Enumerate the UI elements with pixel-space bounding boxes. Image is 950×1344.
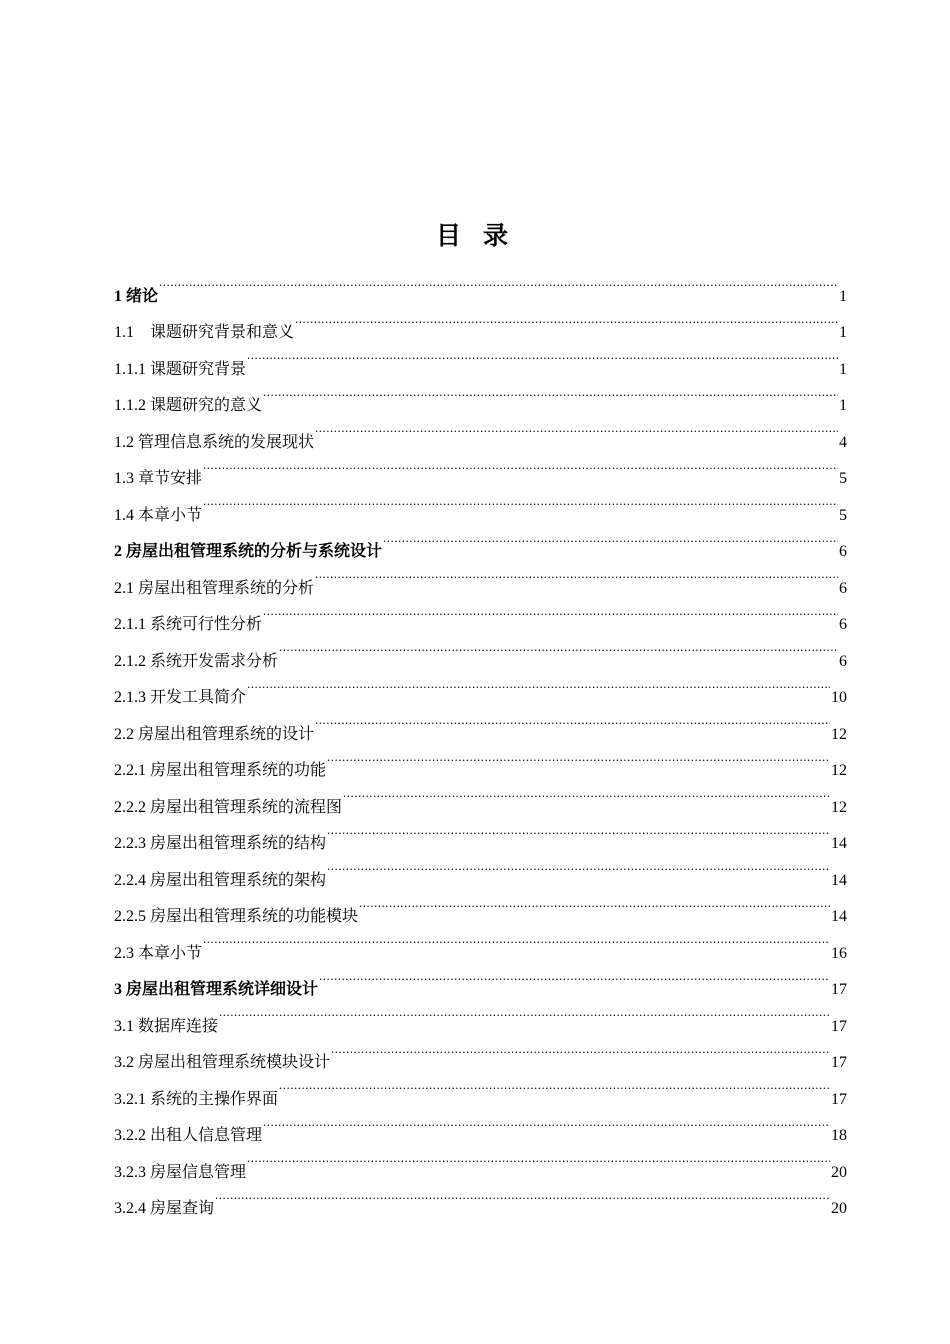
toc-dot-leader [247, 1140, 830, 1177]
toc-entry-page-number: 6 [839, 616, 847, 633]
toc-dot-leader [203, 447, 838, 484]
toc-entry-label: 3.2.4 房屋查询 [114, 1200, 215, 1217]
toc-entry[interactable] [114, 958, 847, 998]
toc-dot-leader [159, 264, 838, 301]
toc-dot-leader [215, 1177, 830, 1214]
toc-dot-leader [203, 921, 830, 958]
toc-dot-leader [343, 775, 830, 812]
toc-entry-label: 2.2.5 房屋出租管理系统的功能模块 [114, 908, 359, 925]
toc-entry-label: 2.1 房屋出租管理系统的分析 [114, 579, 315, 597]
toc-dot-leader [279, 629, 838, 666]
toc-dot-leader [279, 1067, 830, 1104]
toc-entry-label: 2.1.3 开发工具简介 [114, 689, 247, 706]
toc-entry[interactable] [114, 447, 847, 487]
toc-entry-label: 2.2 房屋出租管理系统的设计 [114, 725, 315, 743]
toc-dot-leader [263, 1104, 830, 1141]
toc-entry-label: 1.1 课题研究背景和意义 [114, 324, 295, 341]
toc-entry-page-number: 1 [839, 360, 847, 378]
toc-entry-label: 2.2.1 房屋出租管理系统的功能 [114, 762, 327, 779]
toc-entry-page-number: 6 [839, 652, 847, 670]
toc-entry-page-number: 4 [839, 433, 847, 451]
toc-dot-leader [315, 410, 838, 447]
toc-dot-leader [319, 958, 830, 995]
toc-entry-page-number: 14 [831, 908, 847, 925]
toc-dot-leader [315, 556, 838, 593]
toc-entry-page-number: 1 [839, 287, 847, 305]
toc-dot-leader [331, 1031, 830, 1068]
toc-entry-label: 2.2.3 房屋出租管理系统的结构 [114, 835, 327, 852]
toc-entry-page-number: 14 [831, 871, 847, 889]
toc-entry-label: 3.1 数据库连接 [114, 1017, 219, 1035]
toc-entry[interactable] [114, 994, 847, 1035]
toc-entry-page-number: 1 [839, 397, 847, 414]
toc-entry-page-number: 6 [839, 543, 847, 560]
toc-entry-page-number: 17 [831, 981, 847, 998]
toc-entry-label: 3.2.2 出租人信息管理 [114, 1127, 263, 1144]
toc-entry-label: 2.2.2 房屋出租管理系统的流程图 [114, 798, 343, 816]
toc-entry-page-number: 12 [831, 762, 847, 779]
toc-entry-label: 2 房屋出租管理系统的分析与系统设计 [114, 543, 383, 560]
toc-entry[interactable] [114, 520, 847, 560]
toc-entry-label: 1.4 本章小节 [114, 506, 203, 524]
toc-dot-leader [295, 301, 838, 338]
toc-entry-label: 3.2 房屋出租管理系统模块设计 [114, 1054, 331, 1071]
toc-entry-label: 1.1.1 课题研究背景 [114, 360, 247, 378]
toc-dot-leader [203, 483, 838, 520]
toc-entry-page-number: 14 [831, 835, 847, 852]
toc-entry-page-number: 16 [831, 944, 847, 962]
toc-entry-label: 2.3 本章小节 [114, 944, 203, 962]
toc-dot-leader [327, 812, 830, 849]
toc-entry-label: 2.1.2 系统开发需求分析 [114, 652, 279, 670]
toc-entry-page-number: 17 [831, 1017, 847, 1035]
toc-entry-page-number: 12 [831, 798, 847, 816]
toc-entry-label: 1.3 章节安排 [114, 470, 203, 487]
toc-dot-leader [247, 666, 830, 703]
toc-entry[interactable] [114, 1177, 847, 1217]
toc-entry-page-number: 17 [831, 1090, 847, 1108]
toc-entry[interactable] [114, 483, 847, 524]
toc-entry-page-number: 20 [831, 1200, 847, 1217]
toc-entry[interactable] [114, 921, 847, 962]
toc-entry-label: 3.2.1 系统的主操作界面 [114, 1090, 279, 1108]
toc-entry-page-number: 10 [831, 689, 847, 706]
toc-entry-page-number: 5 [839, 506, 847, 524]
toc-title: 目录 [435, 221, 530, 250]
toc-entry-label: 3.2.3 房屋信息管理 [114, 1163, 247, 1181]
toc-dot-leader [219, 994, 830, 1031]
toc-dot-leader [383, 520, 838, 557]
toc-entry-label: 1.1.2 课题研究的意义 [114, 397, 263, 414]
toc-entry[interactable] [114, 301, 847, 341]
toc-entry-label: 1 绪论 [114, 287, 159, 305]
toc-entry-page-number: 5 [839, 470, 847, 487]
toc-entry-page-number: 18 [831, 1127, 847, 1144]
toc-entry[interactable] [114, 264, 847, 305]
toc-dot-leader [327, 848, 830, 885]
toc-dot-leader [263, 593, 838, 630]
toc-entry-page-number: 17 [831, 1054, 847, 1071]
toc-dot-leader [327, 739, 830, 776]
toc-list [114, 264, 847, 1217]
toc-entry-page-number: 1 [839, 324, 847, 341]
toc-entry-page-number: 12 [831, 725, 847, 743]
toc-entry-page-number: 20 [831, 1163, 847, 1181]
toc-dot-leader [247, 337, 838, 374]
toc-entry-page-number: 6 [839, 579, 847, 597]
toc-entry-label: 2.1.1 系统可行性分析 [114, 616, 263, 633]
toc-entry-label: 2.2.4 房屋出租管理系统的架构 [114, 871, 327, 889]
toc-entry-label: 1.2 管理信息系统的发展现状 [114, 433, 315, 451]
toc-entry-label: 3 房屋出租管理系统详细设计 [114, 981, 319, 998]
toc-dot-leader [359, 885, 830, 922]
toc-dot-leader [263, 374, 838, 411]
toc-entry[interactable] [114, 1031, 847, 1071]
toc-dot-leader [315, 702, 830, 739]
